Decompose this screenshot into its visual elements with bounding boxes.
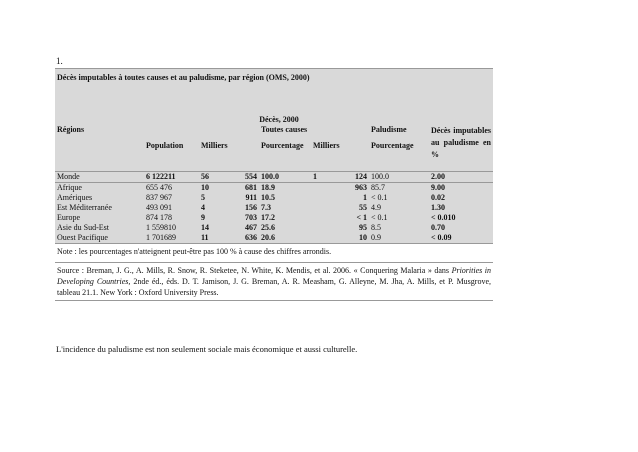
- table-row: Est Méditerranée 493 091 4 156 7.3 55 4.9 1.30: [55, 203, 493, 213]
- table-source: Source : Breman, J. G., A. Mills, R. Snow, R. Steketee, N. White, K. Mendis, et al. 2006. « Conquering Malaria » dans Priorities in Developing Countries, 2nde éd., éds. D. T. Jamison, J. G. Breman, A. R. Measham, G. Alleyne, M. Jha, A. Mills, et P. Musgrove, tableau 21.1. New York : Oxford University Press.: [55, 263, 493, 301]
- header-population: Population: [144, 141, 199, 172]
- malaria-table: [55, 68, 493, 301]
- header-deces-imputables: Décès imputables au paludisme en %: [429, 125, 493, 172]
- table-row: Ouest Pacifique 1 701689 11 636 20.6 10 0.9 < 0.09: [55, 233, 493, 244]
- header-pourcentage: Pourcentage: [259, 141, 311, 172]
- table-row: Afrique 655 476 10 681 18.9 963 85.7 9.00: [55, 183, 493, 194]
- body-paragraph: L'incidence du paludisme est non seulement sociale mais économique et aussi culturelle.: [56, 344, 358, 354]
- header-milliers-paludisme: Milliers: [311, 141, 369, 172]
- item-number: 1.: [56, 56, 63, 66]
- table-row: Europe 874 178 9 703 17.2 < 1 < 0.1 < 0.010: [55, 213, 493, 223]
- header-paludisme: Paludisme: [369, 125, 429, 141]
- table-row: Amériques 837 967 5 911 10.5 1 < 0.1 0.02: [55, 193, 493, 203]
- header-deces: Décès, 2000: [223, 111, 335, 125]
- table-title: Décès imputables à toutes causes et au paludisme, par région (OMS, 2000): [55, 69, 493, 112]
- header-pourcentage-paludisme: Pourcentage: [369, 141, 429, 172]
- header-milliers: Milliers: [199, 141, 259, 172]
- header-regions: Régions: [55, 125, 144, 141]
- header-toutes-causes: Toutes causes: [259, 125, 335, 141]
- table-note: Note : les pourcentages n'atteignent peut-être pas 100 % à cause des chiffres arrondis.: [55, 244, 493, 263]
- table-row: Asie du Sud-Est 1 559810 14 467 25.6 95 8.5 0.70: [55, 223, 493, 233]
- table-row: Monde 6 122211 56 554 100.0 1 124 100.0 2.00: [55, 172, 493, 183]
